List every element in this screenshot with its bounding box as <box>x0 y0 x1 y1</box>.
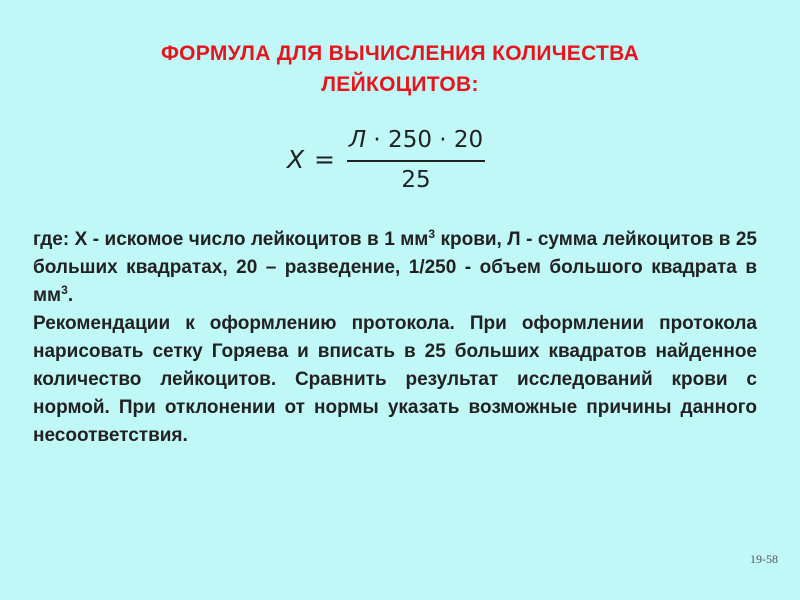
slide-body <box>33 226 757 450</box>
explanation-part-1: где: Х - искомое число лейкоцитов в 1 мм <box>33 229 429 250</box>
formula-denominator: 25 <box>401 167 431 193</box>
superscript-cubed-1: 3 <box>428 227 436 241</box>
explanation-part-2: крови, Л - сумма лейкоцитов в 25 больших квадратах, 20 – разведение, 1/250 - объем большого квадрата в мм <box>33 229 757 306</box>
formula-fraction <box>347 126 485 194</box>
formula-lhs: X <box>287 145 305 174</box>
formula-numerator-variable: Л <box>348 127 367 153</box>
slide-title-line-2: ЛЕЙКОЦИТОВ: <box>321 73 479 96</box>
page-number: 19-58 <box>750 552 778 566</box>
formula-explanation <box>33 226 757 310</box>
slide-title <box>0 38 800 100</box>
protocol-recommendations: Рекомендации к оформлению протокола. При оформлении протокола нарисовать сетку Горяева и вписать в 25 больших квадратов найденное количество лейкоцитов. Сравнить результат исследований крови с нормой. При отклонении от нормы указать возможные причины данного несоответствия. <box>33 313 757 446</box>
superscript-cubed-2: 3 <box>61 283 68 297</box>
formula-numerator <box>347 126 485 154</box>
formula-numerator-factors: · 250 · 20 <box>366 127 484 153</box>
formula-equals: = <box>314 145 335 174</box>
explanation-part-3: . <box>67 285 74 306</box>
formula-fraction-bar <box>347 160 485 162</box>
slide-title-line-1: ФОРМУЛА ДЛЯ ВЫЧИСЛЕНИЯ КОЛИЧЕСТВА <box>160 42 640 65</box>
